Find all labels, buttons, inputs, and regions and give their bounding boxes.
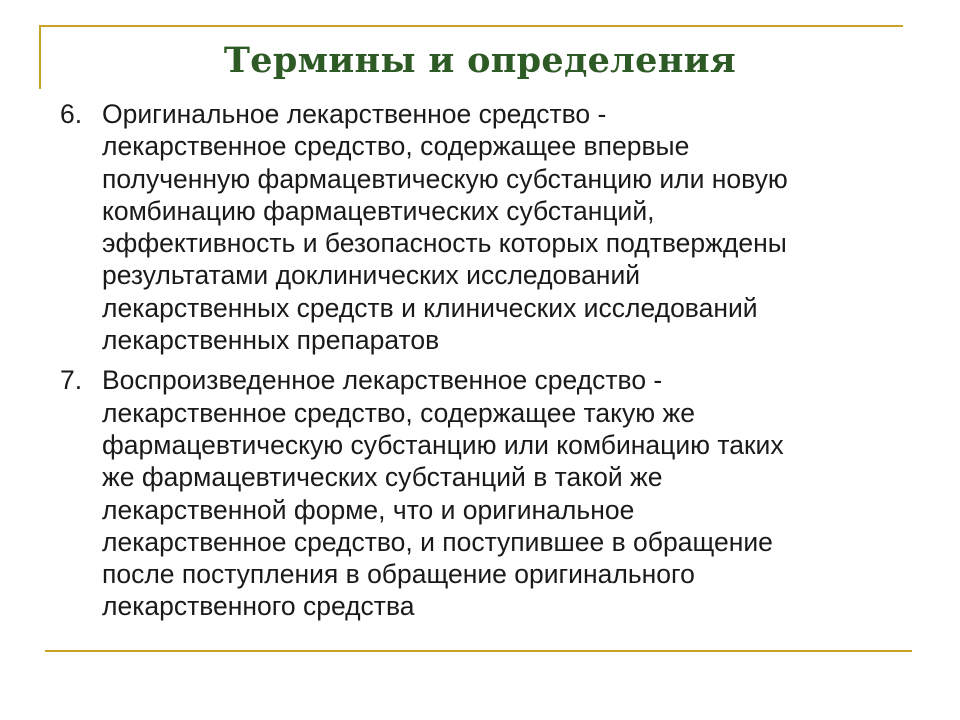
- item-text-line: комбинацию фармацевтических субстанций,: [102, 195, 655, 226]
- item-text-line: лекарственной форме, что и оригинальное: [102, 494, 635, 525]
- item-text-line: после поступления в обращение оригинального: [102, 559, 695, 590]
- slide-title: Термины и определения: [223, 40, 737, 81]
- item-text-line: лекарственных препаратов: [102, 325, 440, 356]
- bottom-border-line: [45, 650, 912, 652]
- item-text-line: лекарственного средства: [102, 591, 415, 622]
- definitions-list: [60, 98, 920, 623]
- item-text-line: Оригинальное лекарственное средство -: [102, 99, 607, 129]
- definition-item-7: [60, 364, 920, 622]
- item-text-line: полученную фармацевтическую субстанцию или новую: [102, 163, 788, 194]
- top-border-line: [39, 25, 903, 27]
- item-number: 7.: [60, 365, 83, 396]
- item-text-line: лекарственных средств и клинических исследований: [102, 292, 758, 323]
- item-text-line: эффективность и безопасность которых подтверждены: [102, 228, 787, 259]
- item-number: 6.: [60, 99, 83, 129]
- item-text-line: же фармацевтических субстанций в такой же: [102, 462, 663, 493]
- item-text-line: фармацевтическую субстанцию или комбинацию таких: [102, 429, 784, 460]
- item-text-line: лекарственное средство, и поступившее в обращение: [102, 526, 773, 557]
- item-text-line: лекарственное средство, содержащее впервые: [102, 131, 690, 162]
- item-text-line: лекарственное средство, содержащее такую же: [102, 397, 695, 428]
- item-text-line: Воспроизведенное лекарственное средство -: [102, 365, 663, 396]
- definition-item-6: [60, 98, 920, 356]
- item-text-line: результатами доклинических исследований: [102, 260, 641, 291]
